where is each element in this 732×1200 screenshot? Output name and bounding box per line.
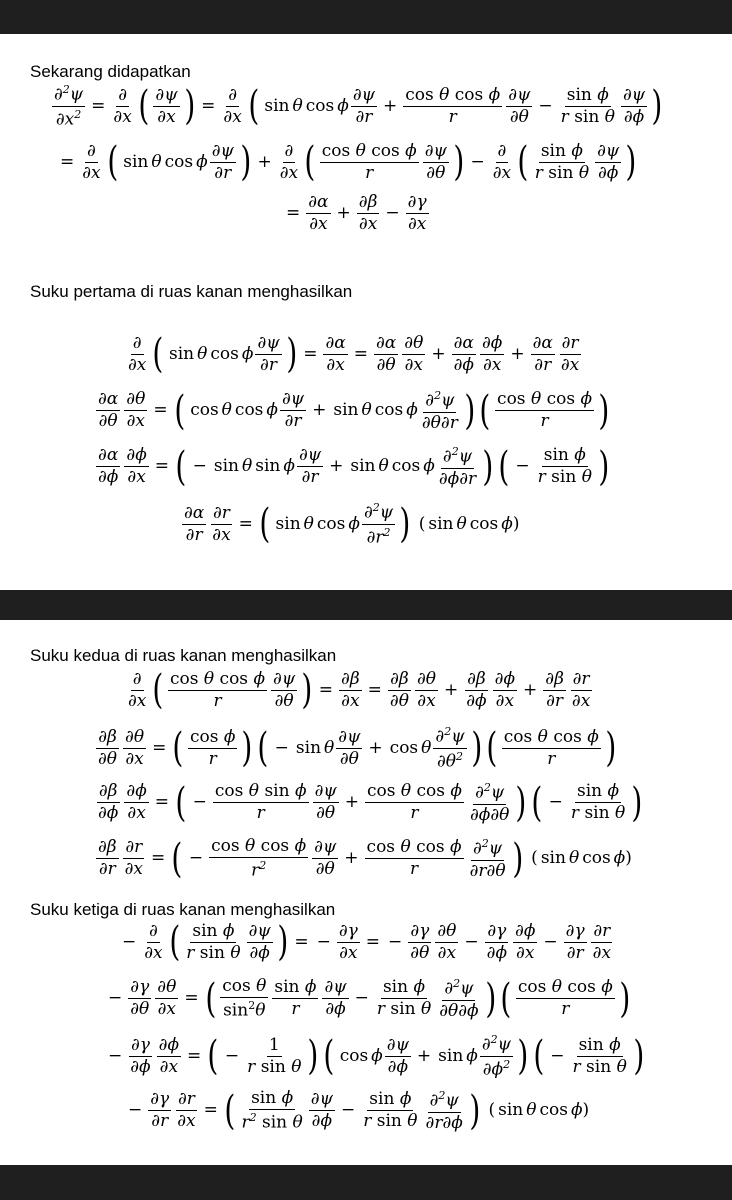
middle-dark-bar: [0, 590, 732, 620]
document-panel-1: [0, 34, 732, 590]
equation-row: $\frac{\partial}{\partial x}$ ( sin θ cos ϕ $\frac{\partial\psi}{\partial r}$ ) = $\frac{\partial\alpha}{\partial x}$ = $\frac{\partial\alpha}{\partial\theta}$ $\frac{\partial\theta}{\partial x}$ + $\frac{\partial\alpha}{\partial\phi}$ $\frac{\partial\phi}{\partial x}$ + $\frac{\partial\alpha}{\partial r}$ $\frac{\partial r}{\partial x}$: [128, 331, 580, 377]
equation-row: = $\frac{\partial\alpha}{\partial x}$ + $\frac{\partial\beta}{\partial x}$ − $\frac{\partial\gamma}{\partial x}$: [286, 192, 427, 234]
equation-row: $\frac{\partial\alpha}{\partial r}$ $\frac{\partial r}{\partial x}$ = ( sin θ cos ϕ $\frac{\partial^2\psi}{\partial r^2}$ ) ( sin θ cos ϕ ): [184, 501, 520, 548]
section-heading: Sekarang didapatkan: [30, 62, 191, 81]
bottom-dark-bar: [0, 1165, 732, 1200]
section-heading: Suku ketiga di ruas kanan menghasilkan: [30, 900, 336, 919]
equation-row: = $\frac{\partial}{\partial x}$ ( sin θ cos ϕ $\frac{\partial\psi}{\partial r}$ ) + $\frac{\partial}{\partial x}$ ( $\frac{\text{cos θ cos ϕ}}{r}$ $\frac{\partial\psi}{\partial\theta}$ ) − $\frac{\partial}{\partial x}$ ( $\frac{\text{sin ϕ}}{\text{r sin θ}}$ $\frac{\partial\psi}{\partial\phi}$ ): [60, 139, 637, 185]
document-panel-2: [0, 620, 732, 1165]
equation-row: $\frac{\partial\beta}{\partial\phi}$ $\frac{\partial\phi}{\partial x}$ = ( − $\frac{\text{cos θ sin ϕ}}{r}$ $\frac{\partial\psi}{\partial\theta}$ + $\frac{\text{cos θ cos ϕ}}{r}$ $\frac{\partial^2\psi}{\partial\phi\partial\theta}$ ) ( − $\frac{\text{sin ϕ}}{\text{r sin θ}}$ ): [98, 779, 643, 826]
equation-row: − $\frac{\partial}{\partial x}$ ( $\frac{\text{sin ϕ}}{\text{r sin θ}}$ $\frac{\partial\psi}{\partial\phi}$ ) = − $\frac{\partial\gamma}{\partial x}$ = − $\frac{\partial\gamma}{\partial\theta}$ $\frac{\partial\theta}{\partial x}$ − $\frac{\partial\gamma}{\partial\phi}$ $\frac{\partial\phi}{\partial x}$ − $\frac{\partial\gamma}{\partial r}$ $\frac{\partial r}{\partial x}$: [122, 919, 612, 965]
equation-row: − $\frac{\partial\gamma}{\partial r}$ $\frac{\partial r}{\partial x}$ = ( $\frac{\text{sin ϕ}}{r^2 \sin \theta}$ $\frac{\partial\psi}{\partial\phi}$ − $\frac{\text{sin ϕ}}{\text{r sin θ}}$ $\frac{\partial^2\psi}{\partial r\partial\phi}$ ) ( sin θ cos ϕ ): [128, 1087, 590, 1134]
equation-row: $\frac{\partial\alpha}{\partial\phi}$ $\frac{\partial\phi}{\partial x}$ = ( − sin θ sin ϕ $\frac{\partial\psi}{\partial r}$ + sin θ cos ϕ $\frac{\partial^2\psi}{\partial\phi\partial r}$ ) ( − $\frac{\text{sin ϕ}}{\text{r sin θ}}$ ): [98, 443, 610, 490]
section-heading: Suku pertama di ruas kanan menghasilkan: [30, 282, 353, 301]
equation-row: $\frac{\partial^2\psi}{\partial x^2}$ = $\frac{\partial}{\partial x}$ ( $\frac{\partial\psi}{\partial x}$ ) = $\frac{\partial}{\partial x}$ ( sin θ cos ϕ $\frac{\partial\psi}{\partial r}$ + $\frac{\text{cos θ cos ϕ}}{r}$ $\frac{\partial\psi}{\partial\theta}$ − $\frac{\text{sin ϕ}}{\text{r sin θ}}$ $\frac{\partial\psi}{\partial\phi}$ ): [54, 83, 663, 130]
equation-row: − $\frac{\partial\gamma}{\partial\phi}$ $\frac{\partial\phi}{\partial x}$ = ( − $\frac{1}{\text{r sin θ}}$ ) ( cos ϕ $\frac{\partial\psi}{\partial\phi}$ + sin ϕ $\frac{\partial^2\psi}{\partial\phi^2}$ ) ( − $\frac{\text{sin ϕ}}{\text{r sin θ}}$ ): [108, 1033, 645, 1080]
equation-row: $\frac{\partial}{\partial x}$ ( $\frac{\text{cos θ cos ϕ}}{r}$ $\frac{\partial\psi}{\partial\theta}$ ) = $\frac{\partial\beta}{\partial x}$ = $\frac{\partial\beta}{\partial\theta}$ $\frac{\partial\theta}{\partial x}$ + $\frac{\partial\beta}{\partial\phi}$ $\frac{\partial\phi}{\partial x}$ + $\frac{\partial\beta}{\partial r}$ $\frac{\partial r}{\partial x}$: [128, 667, 591, 713]
equation-row: $\frac{\partial\beta}{\partial\theta}$ $\frac{\partial\theta}{\partial x}$ = ( $\frac{\text{cos ϕ}}{r}$ ) ( − sin θ $\frac{\partial\psi}{\partial\theta}$ + cos θ $\frac{\partial^2\psi}{\partial\theta^2}$ ) ( $\frac{\text{cos θ cos ϕ}}{r}$ ): [98, 725, 617, 772]
equation-row: $\frac{\partial\beta}{\partial r}$ $\frac{\partial r}{\partial x}$ = ( − $\frac{\text{cos θ cos ϕ}}{r^2}$ $\frac{\partial\psi}{\partial\theta}$ + $\frac{\text{cos θ cos ϕ}}{r}$ $\frac{\partial^2\psi}{\partial r\partial\theta}$ ) ( sin θ cos ϕ ): [98, 835, 632, 882]
equation-row: − $\frac{\partial\gamma}{\partial\theta}$ $\frac{\partial\theta}{\partial x}$ = ( $\frac{\text{cos θ}}{\sin^2\theta}$ $\frac{\text{sin ϕ}}{r}$ $\frac{\partial\psi}{\partial\phi}$ − $\frac{\text{sin ϕ}}{\text{r sin θ}}$ $\frac{\partial^2\psi}{\partial\theta\partial\phi}$ ) ( $\frac{\text{cos θ cos ϕ}}{r}$ ): [108, 975, 631, 1022]
section-heading: Suku kedua di ruas kanan menghasilkan: [30, 646, 337, 665]
top-dark-bar: [0, 0, 732, 34]
equation-row: $\frac{\partial\alpha}{\partial\theta}$ $\frac{\partial\theta}{\partial x}$ = ( cos θ cos ϕ $\frac{\partial\psi}{\partial r}$ + sin θ cos ϕ $\frac{\partial^2\psi}{\partial\theta\partial r}$ ) ( $\frac{\text{cos θ cos ϕ}}{r}$ ): [98, 387, 610, 434]
